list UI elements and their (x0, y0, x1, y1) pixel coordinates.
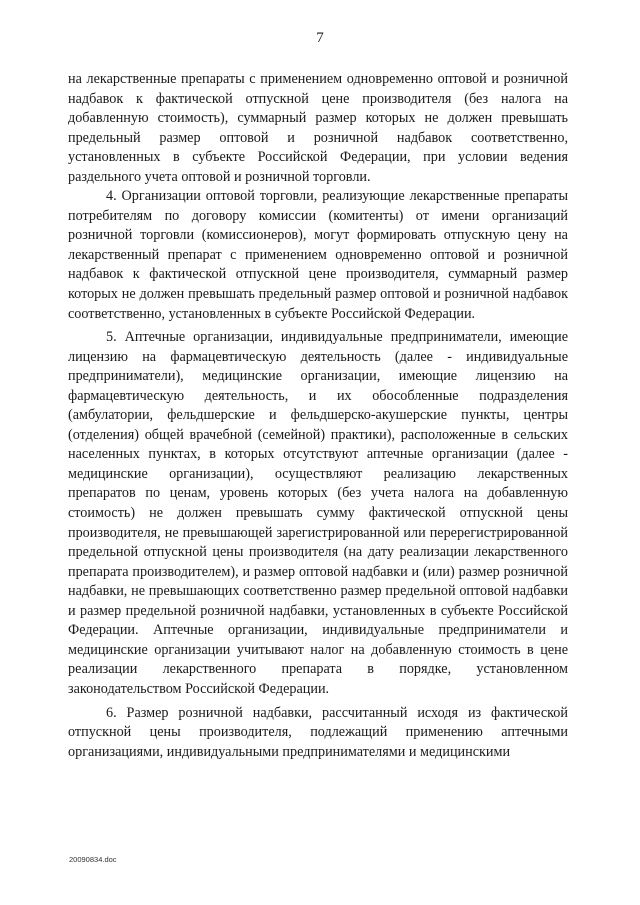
paragraph-item-4: 4. Организации оптовой торговли, реализующие лекарственные препараты потребителям по договору комиссии (комитенты) от имени организаций розничной торговли (комиссионеров), могут формировать отпускную цену на лекарственный препарат с применением одновременно оптовой и розничной надбавок к фактической отпускной цене производителя, суммарный размер которых не должен превышать предельный размер оптовой и розничной надбавок соответственно, установленных в субъекте Российской Федерации. (68, 188, 568, 322)
file-name-footer: 20090834.doc (69, 855, 117, 864)
paragraph-item-5: 5. Аптечные организации, индивидуальные предприниматели, имеющие лицензию на фармацевтическую деятельность (далее - индивидуальные предприниматели), медицинские организации, имеющие лицензию на фармацевтическую деятельность, и их обособленные подразделения (амбулатории, фельдшерские и фельдшерско-акушерские пункты, центры (отделения) общей врачебной (семейной) практики), расположенные в сельских населенных пунктах, в которых отсутствуют аптечные организации (далее - медицинские организации), осуществляют реализацию лекарственных препаратов по ценам, уровень которых (без учета налога на добавленную стоимость) не должен превышать сумму фактической отпускной цены производителя, не превышающей зарегистрированной или перерегистрированной предельной отпускной цены производителя (на дату реализации лекарственного препарата производителем), и размер оптовой надбавки и (или) размер розничной надбавки, не превышающих соответственно размер предельной оптовой надбавки и размер предельной розничной надбавки, установленных в субъекте Российской Федерации. Аптечные организации, индивидуальные предприниматели и медицинские организации учитывают налог на добавленную стоимость в цене реализации лекарственного препарата в порядке, установленном законодательством Российской Федерации. (68, 329, 568, 697)
page-number: 7 (316, 30, 324, 46)
document-body (68, 70, 568, 762)
paragraph-item-6: 6. Размер розничной надбавки, рассчитанный исходя из фактической отпускной цены производителя, подлежащий применению аптечными организациями, индивидуальными предпринимателями и медицинскими (68, 704, 568, 760)
paragraph-continuation: на лекарственные препараты с применением одновременно оптовой и розничной надбавок к фактической отпускной цене производителя (без налога на добавленную стоимость), суммарный размер которых не должен превышать предельный размер оптовой и розничной надбавок соответственно, установленных в субъекте Российской Федерации, при условии ведения раздельного учета оптовой и розничной торговли. (68, 71, 568, 185)
